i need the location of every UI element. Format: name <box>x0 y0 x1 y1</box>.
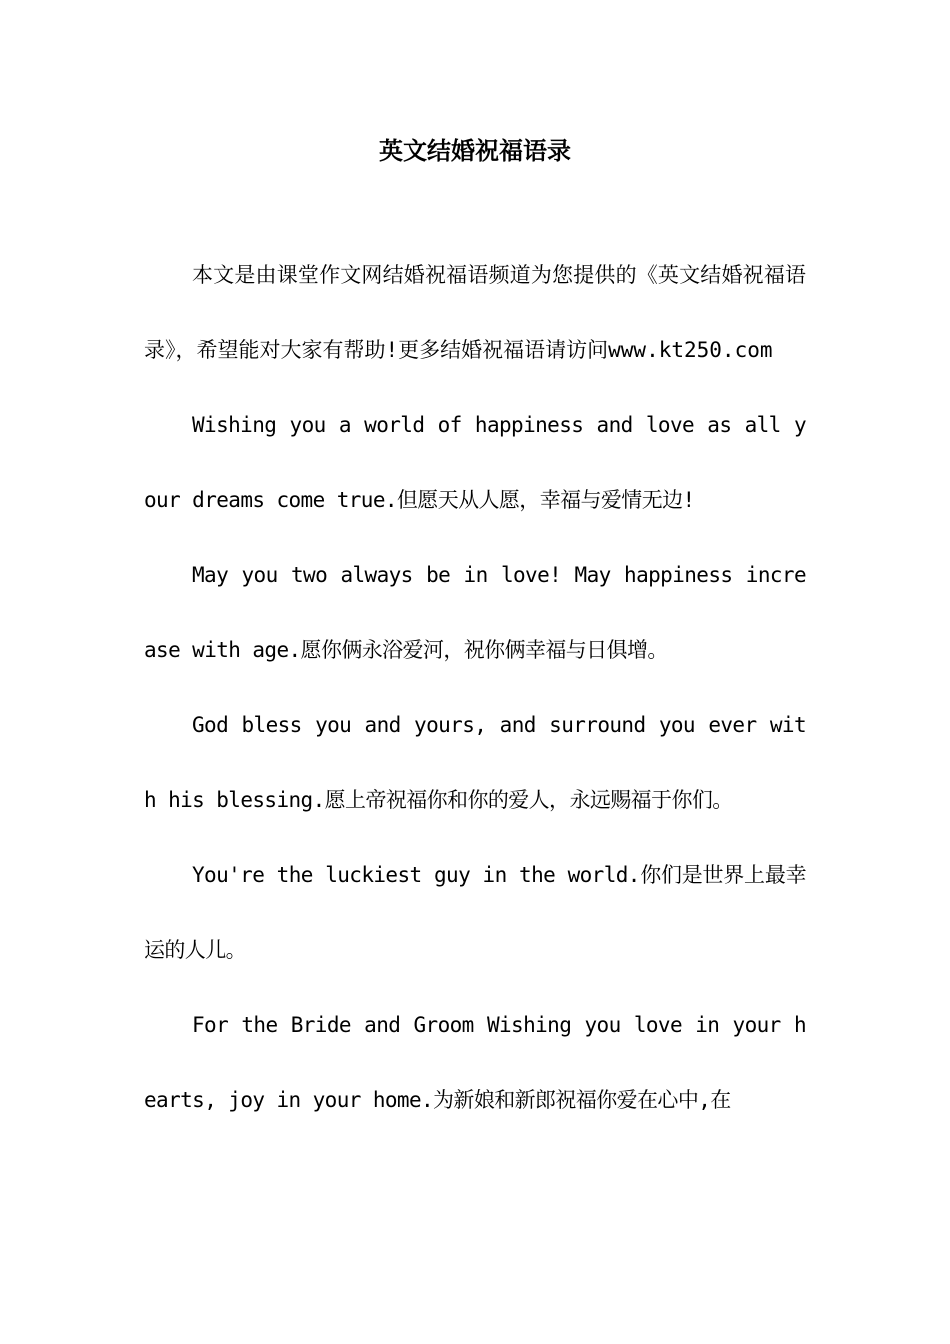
intro-paragraph: 本文是由课堂作文网结婚祝福语频道为您提供的《英文结婚祝福语录》，希望能对大家有帮助!更多结婚祝福语请访问www.kt250.com <box>144 263 806 362</box>
blessing-paragraph: For the Bride and Groom Wishing you love in your hearts, joy in your home.为新娘和新郎祝福你爱在心中,在 <box>144 1013 806 1112</box>
document-title: 英文结婚祝福语录 <box>379 136 571 165</box>
blessing-paragraph: Wishing you a world of happiness and love as all your dreams come true.但愿天从人愿，幸福与爱情无边! <box>144 413 806 512</box>
document-body <box>144 238 806 1138</box>
blessing-paragraph: You're the luckiest guy in the world.你们是世界上最幸运的人儿。 <box>144 863 806 962</box>
blessing-paragraph: God bless you and yours, and surround you ever with his blessing.愿上帝祝福你和你的爱人，永远赐福于你们。 <box>144 713 806 812</box>
blessing-paragraph: May you two always be in love! May happiness increase with age.愿你俩永浴爱河，祝你俩幸福与日俱增。 <box>144 563 806 662</box>
